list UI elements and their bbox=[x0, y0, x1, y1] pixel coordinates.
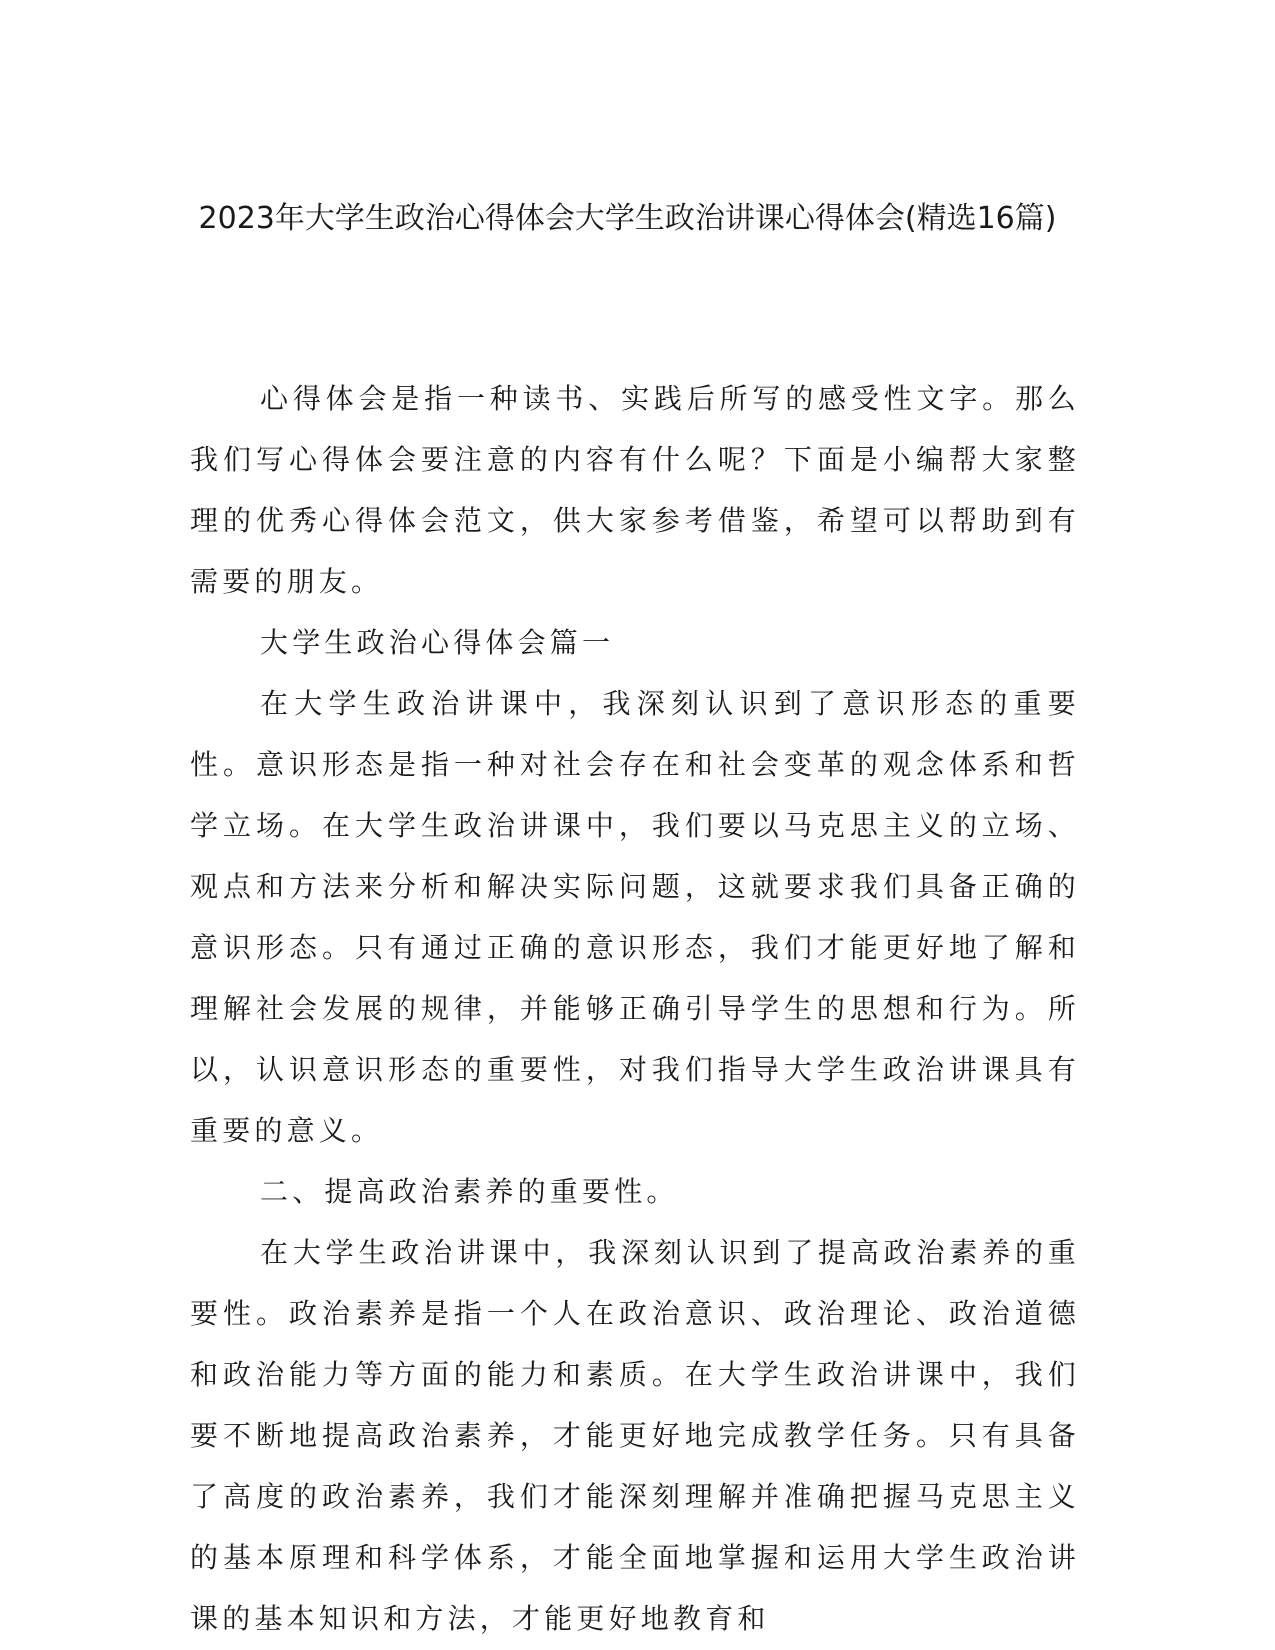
body-paragraph: 在大学生政治讲课中，我深刻认识到了意识形态的重要性。意识形态是指一种对社会存在和社会变革的观念体系和哲学立场。在大学生政治讲课中，我们要以马克思主义的立场、观点和方法来分析和解决实际问题，这就要求我们具备正确的意识形态。只有通过正确的意识形态，我们才能更好地了解和理解社会发展的规律，并能够正确引导学生的思想和行为。所以，认识意识形态的重要性，对我们指导大学生政治讲课具有重要的意义。 bbox=[190, 687, 1080, 1147]
document-body bbox=[190, 368, 1080, 1649]
body-paragraph: 在大学生政治讲课中，我深刻认识到了提高政治素养的重要性。政治素养是指一个人在政治意识、政治理论、政治道德和政治能力等方面的能力和素质。在大学生政治讲课中，我们要不断地提高政治素养，才能更好地完成教学任务。只有具备了高度的政治素养，我们才能深刻理解并准确把握马克思主义的基本原理和科学体系，才能全面地掌握和运用大学生政治讲课的基本知识和方法，才能更好地教育和 bbox=[190, 1236, 1080, 1635]
intro-paragraph: 心得体会是指一种读书、实践后所写的感受性文字。那么我们写心得体会要注意的内容有什么呢？下面是小编帮大家整理的优秀心得体会范文，供大家参考借鉴，希望可以帮助到有需要的朋友。 bbox=[190, 382, 1080, 598]
section-heading: 大学生政治心得体会篇一 bbox=[260, 626, 615, 659]
subsection-heading: 二、提高政治素养的重要性。 bbox=[260, 1175, 679, 1208]
document-title: 2023年大学生政治心得体会大学生政治讲课心得体会(精选16篇) bbox=[198, 201, 1057, 236]
